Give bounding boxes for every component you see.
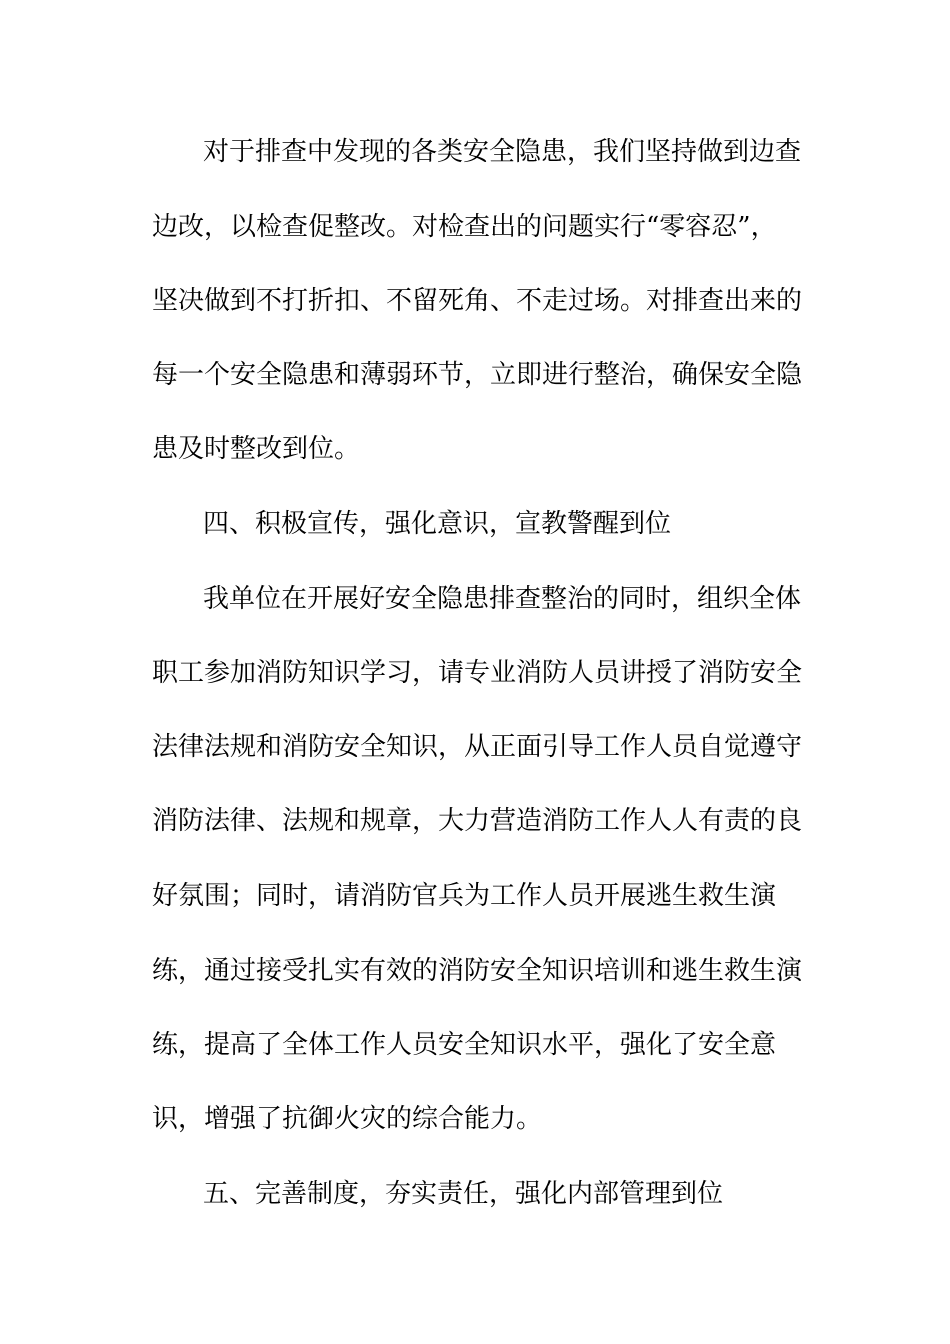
- paragraph-line: 坚决做到不打折扣、不留死角、不走过场。对排查出来的: [152, 286, 803, 316]
- paragraph-line: 消防法律、法规和规章，大力营造消防工作人人有责的良: [152, 806, 803, 836]
- paragraph-line: 练，通过接受扎实有效的消防安全知识培训和逃生救生演: [152, 956, 803, 986]
- section-heading: 五、完善制度，夯实责任，强化内部管理到位: [203, 1179, 724, 1209]
- paragraph-line: 职工参加消防知识学习，请专业消防人员讲授了消防安全: [152, 658, 803, 688]
- paragraph-line: 识，增强了抗御火灾的综合能力。: [152, 1104, 543, 1134]
- paragraph-line: 我单位在开展好安全隐患排查整治的同时，组织全体: [203, 584, 802, 614]
- paragraph-line: 法律法规和消防安全知识，从正面引导工作人员自觉遵守: [152, 732, 803, 762]
- paragraph-line: 练，提高了全体工作人员安全知识水平，强化了安全意: [152, 1030, 777, 1060]
- paragraph-line: 边改，以检查促整改。对检查出的问题实行“零容忍”，: [152, 212, 777, 242]
- paragraph-line: 对于排查中发现的各类安全隐患，我们坚持做到边查: [203, 137, 802, 167]
- paragraph-line: 好氛围；同时，请消防官兵为工作人员开展逃生救生演: [152, 881, 777, 911]
- paragraph-line: 每一个安全隐患和薄弱环节，立即进行整治，确保安全隐: [152, 360, 803, 390]
- paragraph-line: 患及时整改到位。: [152, 434, 361, 464]
- section-heading: 四、积极宣传，强化意识，宣教警醒到位: [203, 509, 672, 539]
